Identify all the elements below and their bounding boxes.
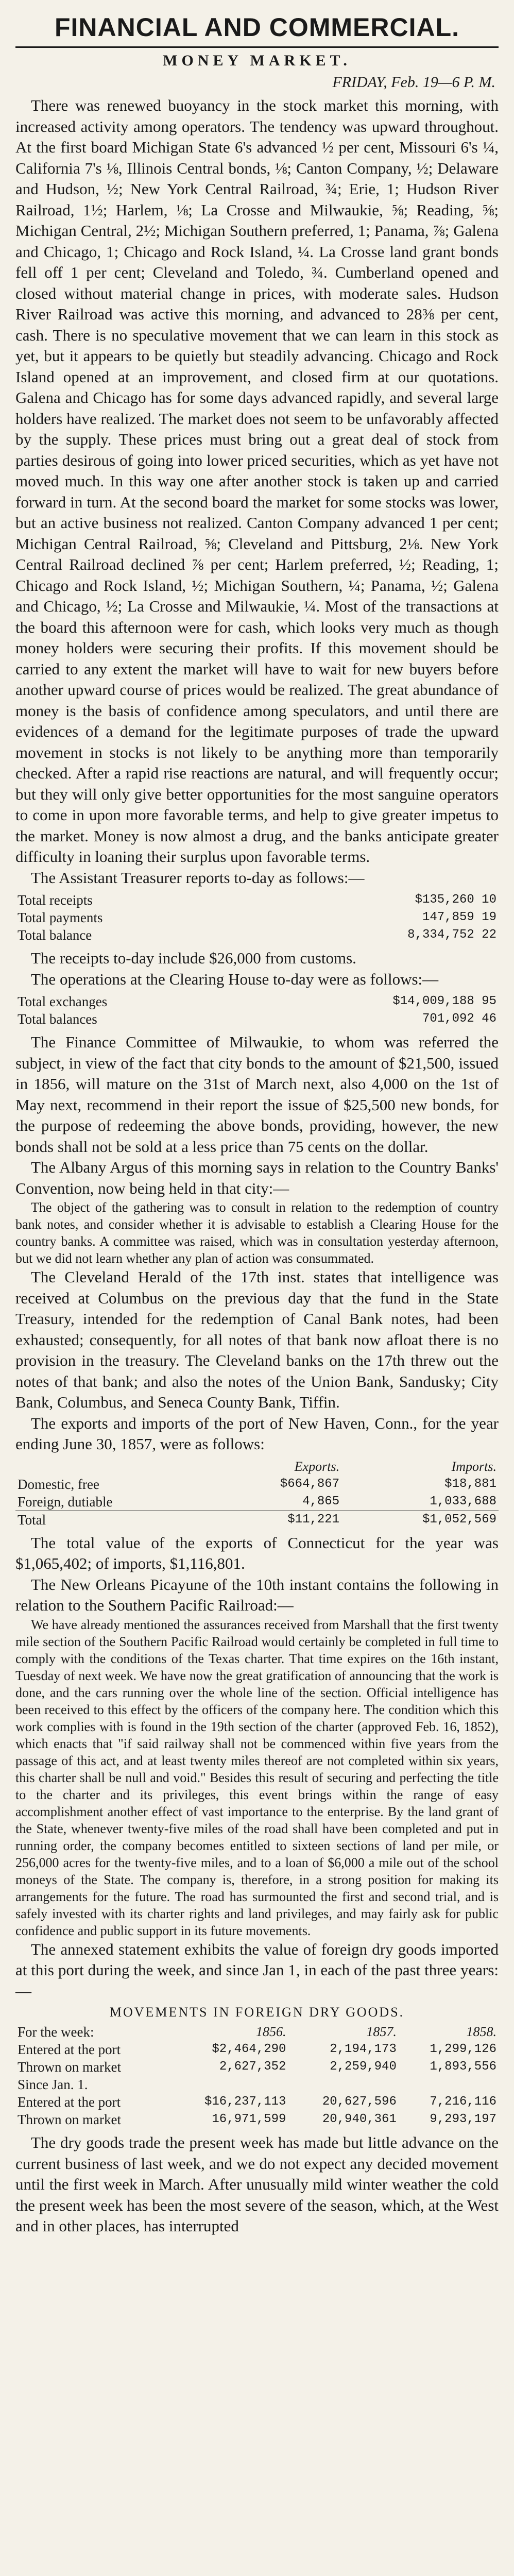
dateline: FRIDAY, Feb. 19—6 P. M. <box>332 74 495 91</box>
row-label: Total balances <box>18 1011 97 1027</box>
year-header: 1857. <box>366 2024 397 2039</box>
imports-value: $1,052,569 <box>341 1511 499 1529</box>
row-label: Total exchanges <box>18 994 108 1009</box>
cell-value: 9,293,197 <box>430 2112 496 2126</box>
connecticut-totals: The total value of the exports of Connecticut for the year was $1,065,402; of imports, $1,116,801. <box>15 1533 499 1572</box>
cell-value: 20,627,596 <box>322 2095 397 2109</box>
cell-value: $2,464,290 <box>212 2042 286 2056</box>
cell-value: 7,216,116 <box>430 2095 496 2109</box>
row-label: Total <box>15 1511 214 1529</box>
cell-value: $16,237,113 <box>204 2095 286 2109</box>
new-haven-intro: The exports and imports of the port of New Haven, Conn., for the year ending June 30, 1857, were as follows: <box>15 1414 499 1453</box>
cell-value: 2,627,352 <box>219 2060 286 2074</box>
table-row <box>15 891 499 909</box>
exports-header: Exports. <box>294 1459 340 1474</box>
dry-goods-table <box>15 2023 499 2128</box>
cell-value: 1,299,126 <box>430 2042 496 2056</box>
table-row <box>15 993 499 1010</box>
table-row <box>15 2111 499 2128</box>
table-header-row <box>15 2023 499 2041</box>
milwaukie-bonds-paragraph: The Finance Committee of Milwaukie, to whom was referred the subject, in view of the fact that city bonds to the amount of $21,500, issued in 1856, will mature on the 31st of March next, also 4,000 on the 1st of May next, recommend in their report the issue of $25,500 new bonds, for the purpose of redeeming the above bonds, providing, however, the new bonds shall not be sold at a less price than 75 cents on the dollar. <box>15 1033 499 1156</box>
row-label: Total balance <box>18 927 92 943</box>
row-label: Total payments <box>18 910 103 925</box>
title-rule <box>15 46 499 48</box>
table-row <box>15 1493 499 1511</box>
table-header-row <box>15 1458 499 1476</box>
cell-value: 2,259,940 <box>330 2060 397 2074</box>
cell-value: 1,893,556 <box>430 2060 496 2074</box>
cell-value: 2,194,173 <box>330 2042 397 2056</box>
exports-value: $11,221 <box>214 1511 341 1529</box>
new-haven-table <box>15 1458 499 1529</box>
clearing-table <box>15 993 499 1028</box>
row-value: 701,092 46 <box>422 1012 496 1026</box>
table-row <box>15 909 499 926</box>
row-value: 8,334,752 22 <box>407 928 496 942</box>
exports-value: $664,867 <box>280 1477 340 1491</box>
row-label: Total receipts <box>18 892 93 908</box>
table-subhead-row <box>15 2076 499 2093</box>
row-label: Thrown on market <box>18 2112 121 2127</box>
southern-pacific-quote: We have already mentioned the assurances received from Marshall that the first twenty mile section of the Southern Pacific Railroad would certainly be completed in full time to comply with the conditions of the Texas charter. That time expires on the 16th instant, Tuesday of next week. We have now the great gratification of announcing that the work is done, and the cars running over the whole line of the section. Official intelligence has been received to this effect by the officers of the company here. The condition which this work complies with is found in the 19th section of the charter (approved Feb. 16, 1852), which enacts that "if said railway shall not be commenced within five years from the passage of this act, and at least twenty miles thereof are not completed within six years, this charter shall be null and void." Besides this result of securing and perfecting the title to the charter and its privileges, this event brings within the range of easy accomplishment another effect of vast importance to the enterprise. By the land grant of the State, whenever twenty-five miles of the road shall have been completed and put in running order, the company becomes entitled to sixteen sections of land per mile, or 256,000 acres for the twenty-five miles, and to a loan of $6,000 a mile out of the school moneys of the State. The company is, therefore, in a strong position for making its arrangements for the future. The road has surmounted the first and second trial, and is safely invested with its charter rights and land privileges, and may fairly ask for public confidence and public support in its future movements. <box>15 1617 499 1938</box>
row-value: 147,859 19 <box>422 910 496 924</box>
table-row <box>15 2093 499 2111</box>
cell-value: 16,971,599 <box>212 2112 286 2126</box>
section-title: FINANCIAL AND COMMERCIAL. <box>54 13 460 42</box>
year-header: 1858. <box>466 2024 496 2039</box>
imports-value: $18,881 <box>444 1477 496 1491</box>
cell-value: 20,940,361 <box>322 2112 397 2126</box>
week-label: For the week: <box>18 2024 94 2040</box>
table-row <box>15 2058 499 2076</box>
row-label: Entered at the port <box>18 2042 121 2057</box>
column-subhead: MONEY MARKET. <box>163 52 351 69</box>
table-row <box>15 926 499 944</box>
since-label: Since Jan. 1. <box>18 2077 88 2092</box>
customs-note: The receipts to-day include $26,000 from customs. <box>31 949 356 967</box>
cleveland-herald-paragraph: The Cleveland Herald of the 17th inst. states that intelligence was received at Columbus on the previous day that the fund in the State Treasury, intended for the redemption of Canal Bank notes, had been exhausted; consequently, for all notes of that bank now afloat there is no provision in the treasury. The Cleveland banks on the 17th threw out the notes of that bank; and also the notes of the Union Bank, Sandusky; City Bank, Columbus, and Seneca County Bank, Tiffin. <box>15 1268 499 1411</box>
albany-argus-quote: The object of the gathering was to consult in relation to the redemption of country bank notes, and consider whether it is advisable to establish a Clearing House for the country banks. A committee was raised, which was in consultation yesterday afternoon, but we did not learn whether any plan of action was consummated. <box>15 1200 499 1266</box>
row-label: Entered at the port <box>18 2094 121 2110</box>
treasurer-table <box>15 891 499 944</box>
treasurer-intro: The Assistant Treasurer reports to-day as follows:— <box>31 868 365 887</box>
picayune-intro: The New Orleans Picayune of the 10th instant contains the following in relation to the Southern Pacific Railroad:— <box>15 1575 499 1614</box>
row-value: $14,009,188 95 <box>392 994 496 1008</box>
exports-value: 4,865 <box>302 1494 340 1509</box>
table-row <box>15 1010 499 1028</box>
dry-goods-intro: The annexed statement exhibits the value of foreign dry goods imported at this port during the week, and since Jan 1, in each of the past three years:— <box>15 1940 499 2000</box>
row-label: Domestic, free <box>18 1476 99 1492</box>
albany-argus-intro: The Albany Argus of this morning says in relation to the Country Banks' Convention, now being held in that city:— <box>15 1158 499 1197</box>
imports-value: 1,033,688 <box>430 1494 496 1509</box>
row-label: Thrown on market <box>18 2059 121 2075</box>
dry-goods-caption: MOVEMENTS IN FOREIGN DRY GOODS. <box>109 2005 405 2020</box>
table-row <box>15 2041 499 2058</box>
table-total-row <box>15 1511 499 1529</box>
row-value: $135,260 10 <box>415 893 496 907</box>
year-header: 1856. <box>255 2024 286 2039</box>
stock-market-report: There was renewed buoyancy in the stock market this morning, with increased activity among operators. The tendency was upward throughout. At the first board Michigan State 6's advanced ½ per cent, Missouri 6's ¼, California 7's ⅛, Illinois Central bonds, ⅛; Canton Company, ½; Delaware and Hudson, ½; New York Central Railroad, ¾; Erie, 1; Hudson River Railroad, 1½; Harlem, ⅛; La Crosse and Milwaukie, ⅝; Reading, ⅝; Michigan Central, 2½; Michigan Southern preferred, 1; Panama, ⅞; Galena and Chicago, 1; Chicago and Rock Island, ¼. La Crosse land grant bonds fell off 1 per cent; Cleveland and Toledo, ¾. Cumberland opened and closed without material change in prices, with moderate sales. Hudson River Railroad was active this morning, and advanced to 28⅜ per cent, cash. There is no speculative movement that we can learn in this stock as yet, but it appears to be quietly but steadily advancing. Chicago and Rock Island opened at an improvement, and closed firm at our quotations. Galena and Chicago has for some days advanced rapidly, and several large holders have realized. The market does not seem to be unfavorably affected by the supply. These prices must bring out a great deal of stock from parties desirous of going into lower priced securities, which as yet have not moved much. In this way one after another stock is taken up and carried forward in turn. At the second board the market for some stocks was lower, but an active business not realized. Canton Company advanced 1 per cent; Michigan Central Railroad, ⅝; Cleveland and Pittsburg, 2⅛. New York Central Railroad declined ⅞ per cent; Harlem preferred, ½; Reading, 1; Chicago and Rock Island, ½; Michigan Southern, ¼; Panama, ½; Galena and Chicago, ½; La Crosse and Milwaukie, ¼. Most of the transactions at the board this afternoon were for cash, which looks very much as though money holders were securing their profits. If this movement should be carried to any extent the market will have to wait for new buyers before another upward course of prices would be realized. The great abundance of money is the basis of confidence among speculators, and until there are evidences of a demand for the legitimate purposes of trade the upward movement in stocks is not likely to be anything more than temporarily checked. After a rapid rise reactions are natural, and will frequently occur; but they will only give better opportunities for the most sanguine operators to come in upon more favorable terms, and help to give greater impetus to the market. Money is now almost a drug, and the banks anticipate greater difficulty in loaning their surplus upon favorable terms. <box>15 96 499 866</box>
table-row <box>15 1476 499 1493</box>
dry-goods-trade-paragraph: The dry goods trade the present week has made but little advance on the current business of last week, and we do not expect any decided movement until the first week in March. After unusually mild winter weather the cold the present week has been the most severe of the season, which, at the West and in other places, has interrupted <box>15 2133 499 2235</box>
row-label: Foreign, dutiable <box>18 1494 113 1510</box>
imports-header: Imports. <box>451 1459 496 1474</box>
clearing-intro: The operations at the Clearing House to-day were as follows:— <box>31 970 439 988</box>
